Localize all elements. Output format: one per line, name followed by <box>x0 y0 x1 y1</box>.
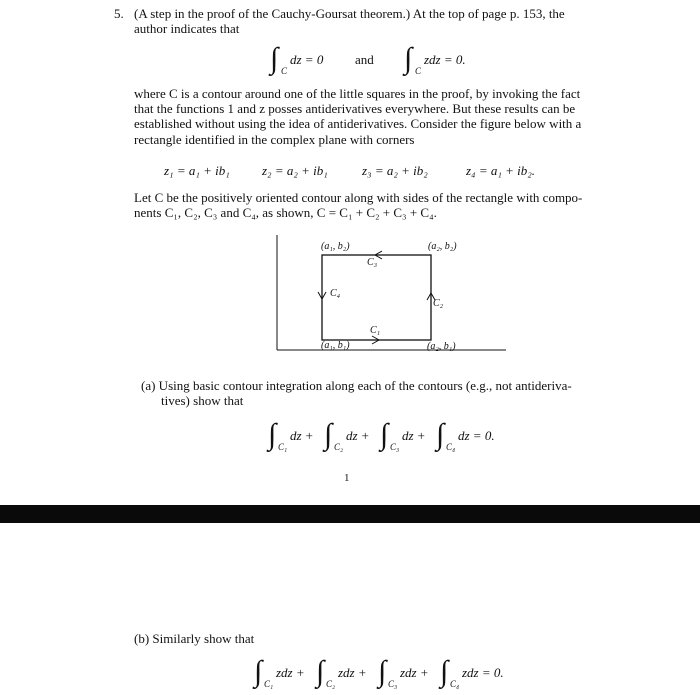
integral-sign: ∫ <box>254 655 263 688</box>
contour-sub: C <box>415 66 422 76</box>
label-a1b2: (a₁, b₂) <box>321 241 350 252</box>
eq1-left: dz = 0 <box>290 52 324 67</box>
contour-sub: C₂ <box>326 679 336 689</box>
rectangle-figure <box>270 230 510 365</box>
problem-number: 5. <box>114 6 124 21</box>
eq1-right: zdz = 0. <box>424 52 466 67</box>
contour-sub: C₃ <box>390 442 400 452</box>
label-a2b2: (a₂, b₂) <box>428 241 457 252</box>
part-a-line2: tives) show that <box>161 393 244 408</box>
integral-sign: ∫ <box>316 655 325 688</box>
integral-sign: ∫ <box>378 655 387 688</box>
figure-canvas <box>270 230 510 365</box>
term: zdz + <box>400 665 429 680</box>
corner-z3: z₃ = a₂ + ib₂ <box>362 163 428 178</box>
integral-sign: ∫ <box>440 655 449 688</box>
label-c4: C₄ <box>330 288 341 299</box>
contour-sub: C₃ <box>388 679 398 689</box>
paragraph-line: nents C₁, C₂, C₃ and C₄, as shown, C = C₁ + C₂ + C₃ + C₄. <box>134 205 437 221</box>
equation-part-a <box>268 418 528 458</box>
contour-sub: C₁ <box>278 442 288 452</box>
corner-z1: z₁ = a₁ + ib₁ <box>164 163 230 178</box>
corner-z2: z₂ = a₂ + ib₁ <box>262 163 328 178</box>
contour-sub: C₂ <box>334 442 344 452</box>
paragraph-line: where C is a contour around one of the little squares in the proof, by invoking the fact <box>134 86 581 101</box>
part-a-line1: (a) Using basic contour integration along each of the contours (e.g., not antideriva- <box>141 378 572 393</box>
integral-sign: ∫ <box>324 418 333 451</box>
integral-sign: ∫ <box>268 418 277 451</box>
paragraph-line: that the functions 1 and z posses antiderivatives everywhere. But these results can be <box>134 101 576 117</box>
term: zdz + <box>276 665 305 680</box>
equation-part-b <box>254 655 544 695</box>
part-b-text: (b) Similarly show that <box>134 631 255 646</box>
term: zdz + <box>338 665 367 680</box>
eq1-and: and <box>355 52 374 67</box>
contour-sub: C₄ <box>450 679 460 689</box>
contour-sub: C₄ <box>446 442 456 452</box>
label-c1: C₁ <box>370 325 381 336</box>
paragraph-1 <box>134 86 624 147</box>
problem-heading-line1: (A step in the proof of the Cauchy-Goursat theorem.) At the top of page p. 153, the <box>134 6 565 21</box>
label-c2: C₂ <box>433 298 444 309</box>
problem-heading-line2: author indicates that <box>134 21 240 36</box>
corner-z4: z₄ = a₁ + ib₂. <box>466 163 536 178</box>
label-a2b1: (a₂, b₁) <box>427 341 456 352</box>
integral-sign: ∫ <box>404 42 413 75</box>
label-c3: C₃ <box>367 257 378 268</box>
paragraph-line: Let C be the positively oriented contour along with sides of the rectangle with compo- <box>134 190 583 205</box>
page-break-bar <box>0 505 700 523</box>
paragraph-2 <box>134 190 624 220</box>
term: dz + <box>402 428 426 443</box>
integral-sign: ∫ <box>436 418 445 451</box>
term: dz + <box>346 428 370 443</box>
integral-sign: ∫ <box>270 42 279 75</box>
page-number: 1 <box>344 472 350 484</box>
contour-sub: C₁ <box>264 679 274 689</box>
paragraph-line: established without using the idea of antiderivatives. Consider the figure below with a <box>134 116 582 132</box>
contour-sub: C <box>281 66 288 76</box>
integral-sign: ∫ <box>380 418 389 451</box>
paragraph-line: rectangle identified in the complex plane with corners <box>134 131 415 147</box>
term: dz + <box>290 428 314 443</box>
label-a1b1: (a₁, b₁) <box>321 340 350 351</box>
term: dz = 0. <box>458 428 495 443</box>
equation-antiderivative <box>270 42 510 82</box>
term: zdz = 0. <box>462 665 504 680</box>
